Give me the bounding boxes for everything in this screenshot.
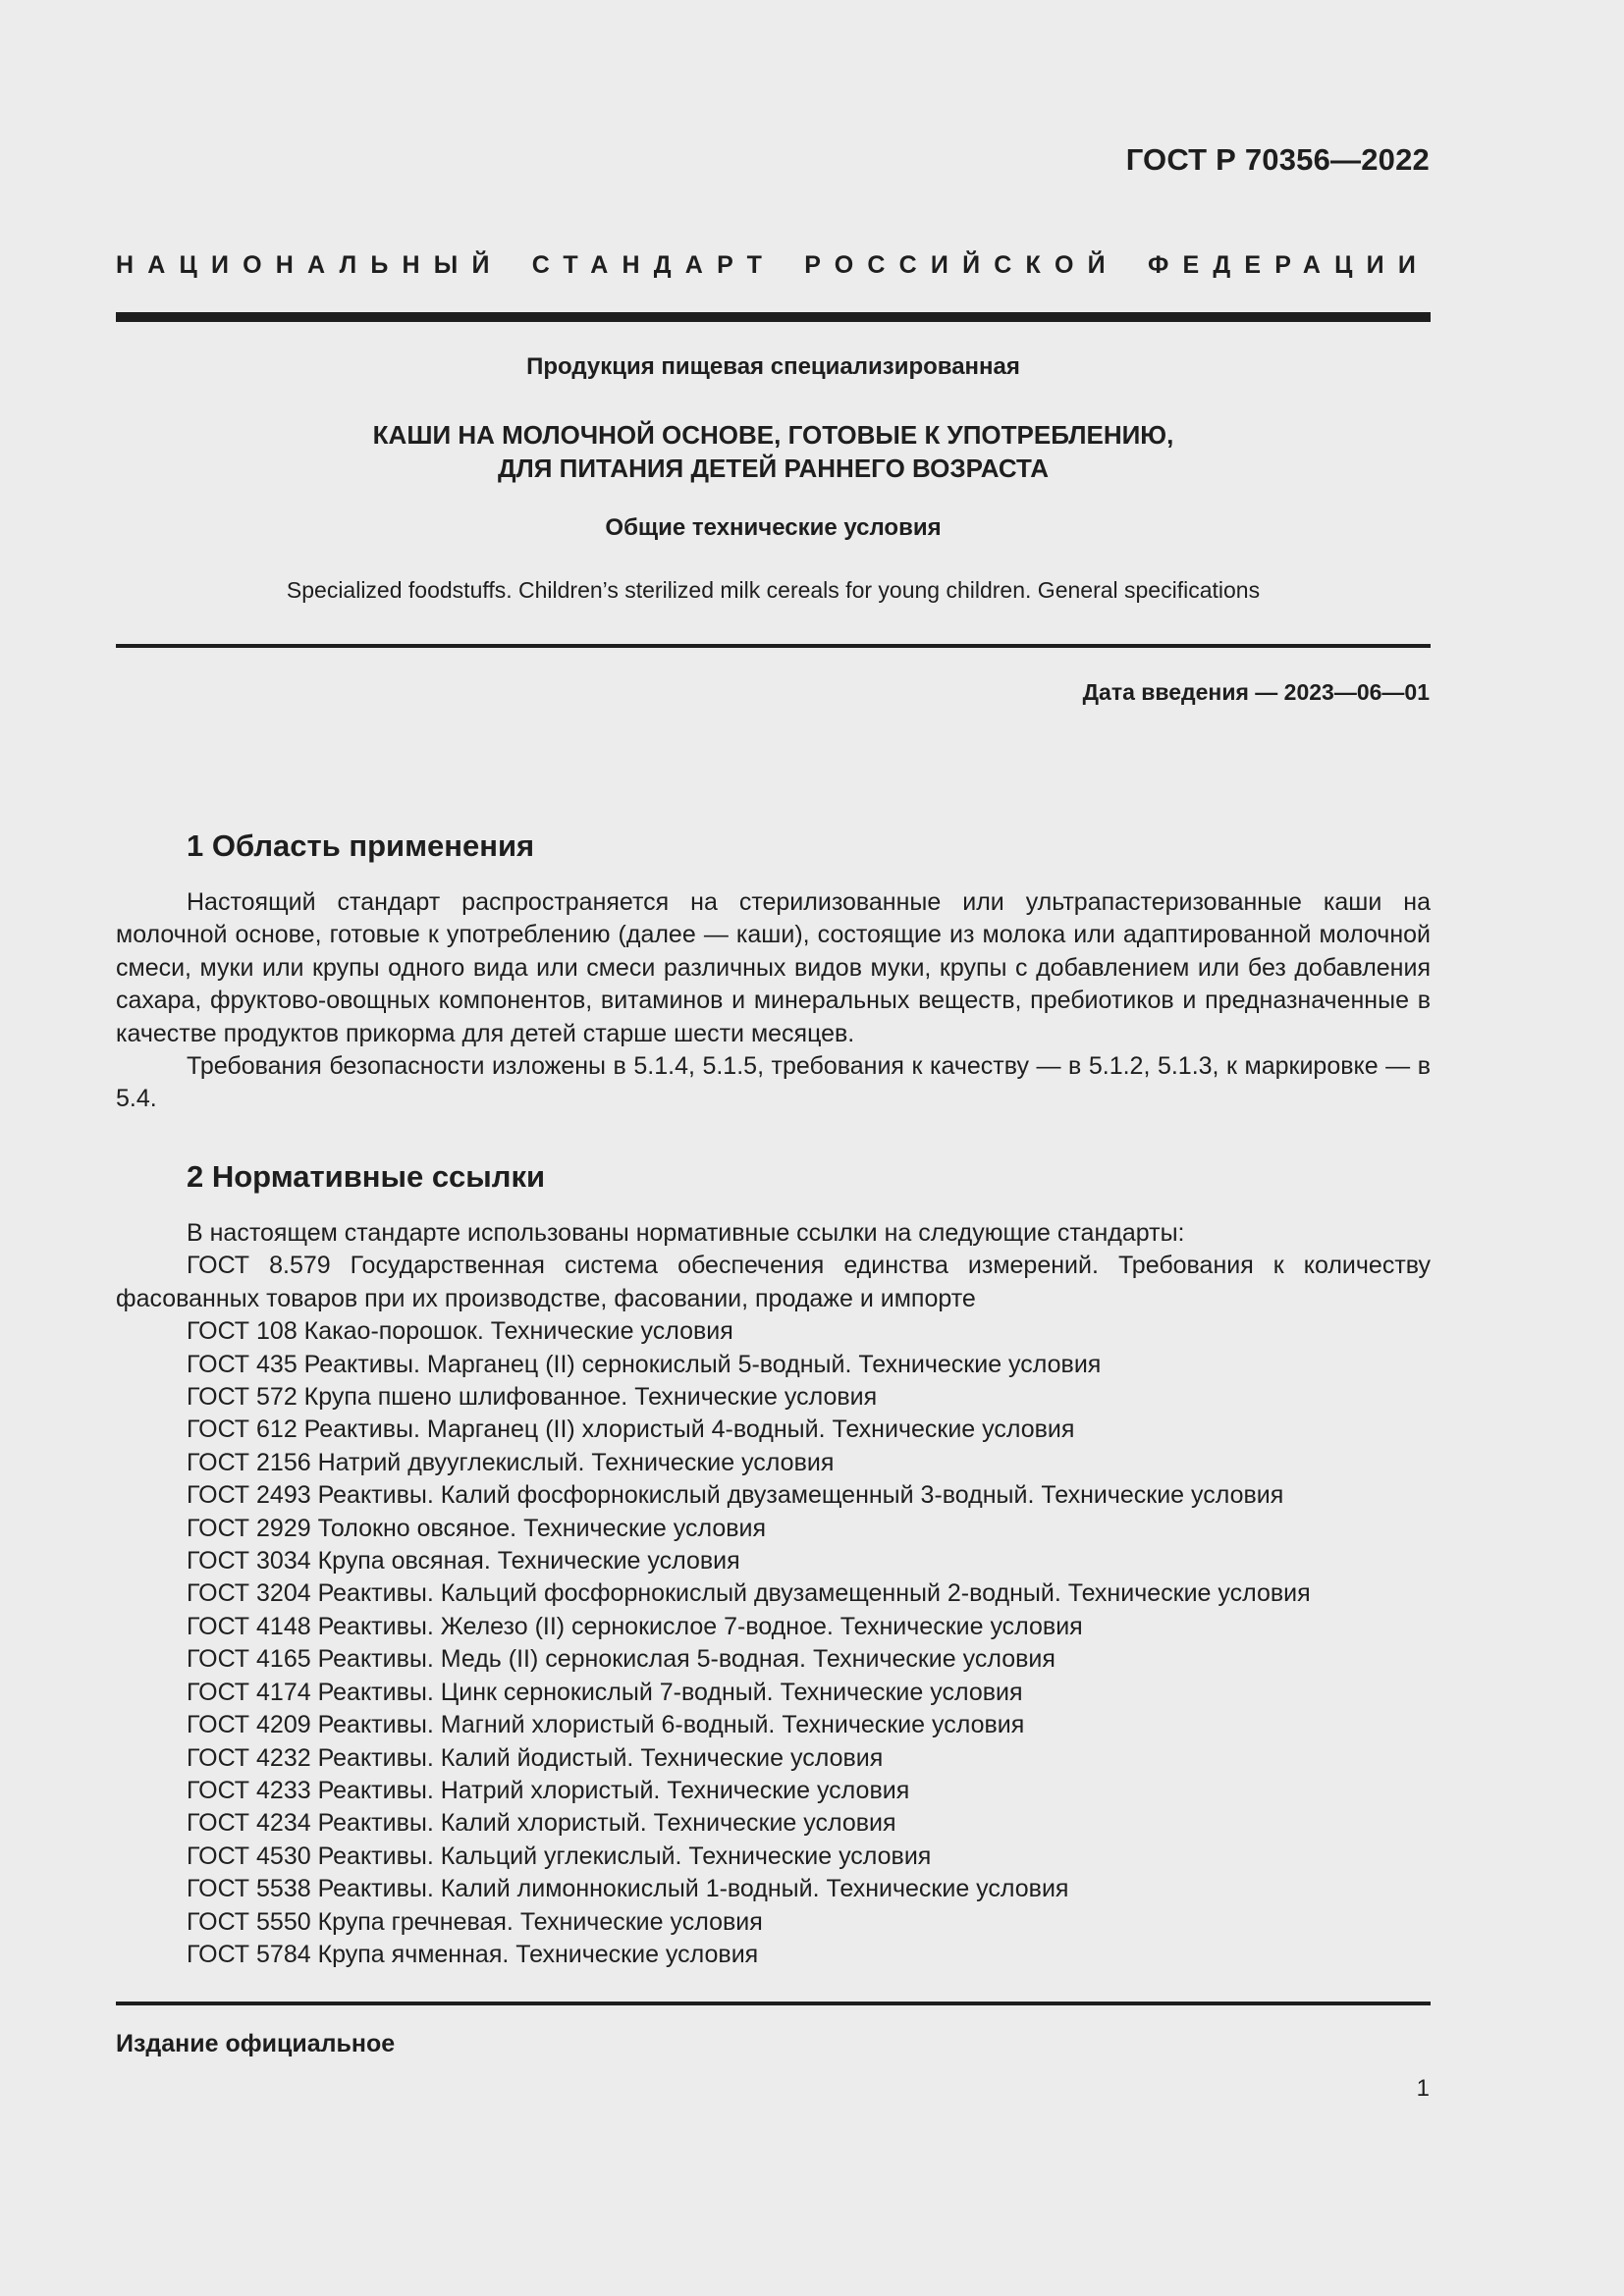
reference-item: ГОСТ 5550 Крупа гречневая. Технические условия <box>187 1907 763 1936</box>
section-1-paragraph: Настоящий стандарт распространяется на стерилизованные или ультрапастеризованные каши на молочной основе, готовые к употреблению (далее — каши), состоящие из молока или адаптированной молочной смеси, муки или крупы одного вида или смеси различных видов муки, крупы с добавлением или без добавления сахара, фруктово-овощных компонентов, витаминов и минеральных веществ, пребиотиков и предназначенные в качестве продуктов прикорма для детей старше шести месяцев. <box>116 888 1431 1047</box>
document-general-specs: Общие технические условия <box>605 514 942 541</box>
section-2-heading: 2 Нормативные ссылки <box>187 1159 546 1194</box>
reference-item: ГОСТ 4233 Реактивы. Натрий хлористый. Технические условия <box>187 1776 910 1804</box>
references-intro: В настоящем стандарте использованы нормативные ссылки на следующие стандарты: <box>187 1219 1185 1247</box>
reference-item: ГОСТ 5538 Реактивы. Калий лимоннокислый 1-водный. Технические условия <box>187 1875 1069 1903</box>
document-title-line-1: КАШИ НА МОЛОЧНОЙ ОСНОВЕ, ГОТОВЫЕ К УПОТРЕБЛЕНИЮ, <box>372 420 1174 450</box>
reference-item: ГОСТ 4148 Реактивы. Железо (II) сернокислое 7-водное. Технические условия <box>187 1612 1083 1640</box>
reference-item: ГОСТ 3204 Реактивы. Кальций фосфорнокислый двузамещенный 2-водный. Технические условия <box>187 1579 1311 1608</box>
section-1-body <box>116 886 1431 1116</box>
section-1-heading: 1 Область применения <box>187 828 535 863</box>
document-title <box>116 418 1431 485</box>
footer-divider <box>116 2002 1431 2005</box>
english-title: Specialized foodstuffs. Children’s sterilized milk cereals for young children. General specifications <box>286 577 1261 603</box>
reference-item: ГОСТ 108 Какао-порошок. Технические условия <box>187 1317 733 1346</box>
reference-item: ГОСТ 435 Реактивы. Марганец (II) сернокислый 5-водный. Технические условия <box>187 1350 1102 1378</box>
document-code: ГОСТ Р 70356—2022 <box>1125 142 1430 177</box>
reference-item: ГОСТ 4232 Реактивы. Калий йодистый. Технические условия <box>187 1743 884 1772</box>
edition-label: Издание официальное <box>116 2030 396 2057</box>
reference-item: ГОСТ 3034 Крупа овсяная. Технические условия <box>187 1547 740 1575</box>
reference-item: ГОСТ 4234 Реактивы. Калий хлористый. Технические условия <box>187 1809 896 1838</box>
introduction-date: Дата введения — 2023—06—01 <box>1082 679 1430 705</box>
page-number: 1 <box>1416 2075 1430 2102</box>
header-divider-thick <box>116 312 1431 322</box>
national-standard-heading: НАЦИОНАЛЬНЫЙ СТАНДАРТ РОССИЙСКОЙ ФЕДЕРАЦИИ <box>116 251 1430 279</box>
reference-item: ГОСТ 4174 Реактивы. Цинк сернокислый 7-водный. Технические условия <box>187 1678 1023 1706</box>
reference-item: ГОСТ 2929 Толокно овсяное. Технические условия <box>187 1514 767 1542</box>
reference-item: ГОСТ 4165 Реактивы. Медь (II) сернокислая 5-водная. Технические условия <box>187 1645 1056 1674</box>
reference-item: ГОСТ 4530 Реактивы. Кальций углекислый. Технические условия <box>187 1842 932 1870</box>
reference-item: ГОСТ 2493 Реактивы. Калий фосфорнокислый двузамещенный 3-водный. Технические условия <box>187 1481 1284 1510</box>
document-subtitle: Продукция пищевая специализированная <box>526 353 1020 380</box>
reference-item: ГОСТ 5784 Крупа ячменная. Технические условия <box>187 1940 759 1968</box>
title-divider <box>116 644 1431 648</box>
reference-item: ГОСТ 612 Реактивы. Марганец (II) хлористый 4-водный. Технические условия <box>187 1415 1075 1444</box>
reference-item: ГОСТ 8.579 Государственная система обеспечения единства измерений. Требования к количеству фасованных товаров при их производстве, фасовании, продаже и импорте <box>116 1252 1431 1312</box>
section-2-body <box>116 1217 1431 1971</box>
document-title-line-2: ДЛЯ ПИТАНИЯ ДЕТЕЙ РАННЕГО ВОЗРАСТА <box>498 454 1049 483</box>
section-1-paragraph: Требования безопасности изложены в 5.1.4, 5.1.5, требования к качеству — в 5.1.2, 5.1.3, к маркировке — в 5.4. <box>116 1052 1431 1113</box>
reference-item: ГОСТ 4209 Реактивы. Магний хлористый 6-водный. Технические условия <box>187 1711 1025 1739</box>
reference-item: ГОСТ 572 Крупа пшено шлифованное. Технические условия <box>187 1383 878 1412</box>
reference-item: ГОСТ 2156 Натрий двууглекислый. Технические условия <box>187 1448 835 1476</box>
